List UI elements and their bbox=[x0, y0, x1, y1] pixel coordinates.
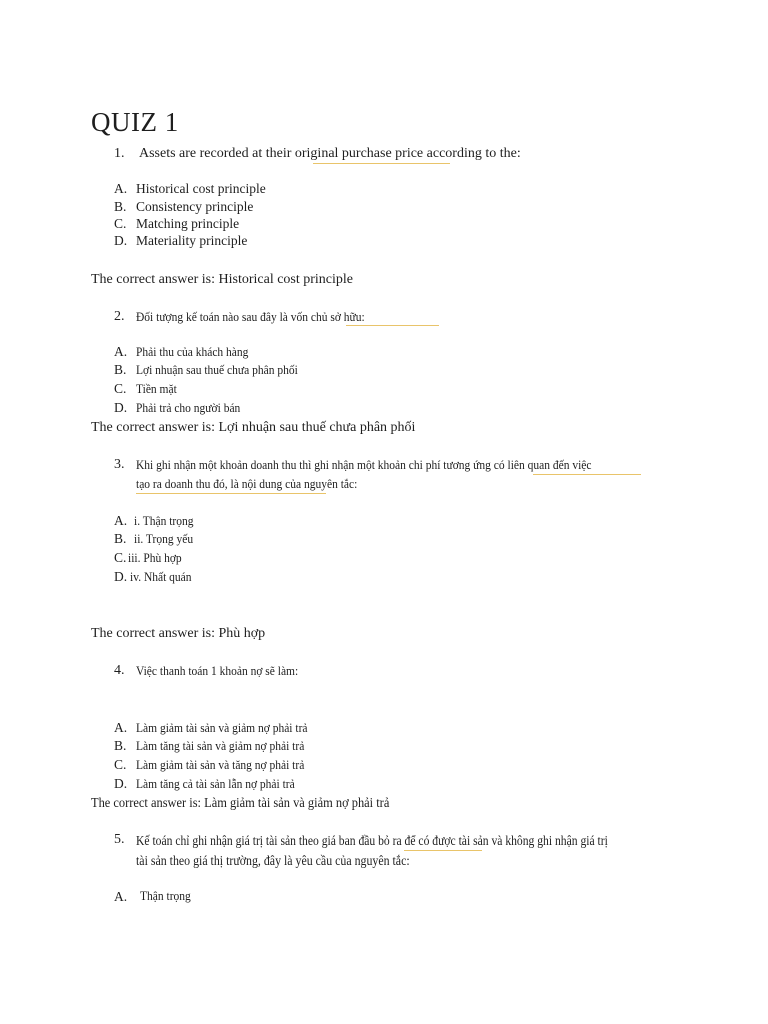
question-2-option-b-letter: B. bbox=[114, 362, 127, 377]
question-2-answer: The correct answer is: Lợi nhuận sau thuế chưa phân phối bbox=[91, 420, 416, 435]
question-1-text: Assets are recorded at their original purchase price according to the: bbox=[139, 146, 521, 161]
question-5-text-line-2: tài sản theo giá thị trường, đây là yêu cầu của nguyên tắc: bbox=[136, 853, 410, 868]
question-4-option-b-letter: B. bbox=[114, 738, 127, 753]
question-5-text-line-1: Kế toán chỉ ghi nhận giá trị tài sản theo giá ban đầu bỏ ra để có được tài sản và không ghi nhận giá trị bbox=[136, 833, 608, 848]
question-1-option-b-letter: B. bbox=[114, 199, 127, 214]
question-5-option-a: Thận trọng bbox=[140, 889, 191, 903]
question-1-option-a-letter: A. bbox=[114, 181, 128, 196]
question-2-option-d: Phải trả cho người bán bbox=[136, 401, 241, 415]
question-2-option-c-letter: C. bbox=[114, 381, 127, 396]
question-2-option-d-letter: D. bbox=[114, 400, 128, 415]
question-4-option-d-letter: D. bbox=[114, 776, 128, 791]
question-2-number: 2. bbox=[114, 309, 125, 324]
question-3-option-c-letter: C. bbox=[114, 550, 127, 565]
question-2-option-b: Lợi nhuận sau thuế chưa phân phối bbox=[136, 363, 298, 377]
page-title: QUIZ 1 bbox=[91, 107, 179, 137]
question-2-option-c: Tiền mặt bbox=[136, 382, 177, 396]
question-4-text: Việc thanh toán 1 khoản nợ sẽ làm: bbox=[136, 664, 299, 678]
question-3-number: 3. bbox=[114, 457, 125, 472]
question-4-option-c-letter: C. bbox=[114, 757, 127, 772]
question-3-answer: The correct answer is: Phù hợp bbox=[91, 626, 266, 641]
question-2-option-a: Phải thu của khách hàng bbox=[136, 345, 249, 359]
question-4-option-c: Làm giảm tài sản và tăng nợ phải trả bbox=[136, 758, 305, 772]
question-5-option-a-letter: A. bbox=[114, 889, 128, 904]
question-4-option-a-letter: A. bbox=[114, 720, 128, 735]
question-3-option-b-letter: B. bbox=[114, 531, 127, 546]
question-3-option-b: ii. Trọng yếu bbox=[134, 532, 194, 546]
question-3-option-c: iii. Phù hợp bbox=[128, 551, 182, 565]
question-4-answer: The correct answer is: Làm giảm tài sản và giảm nợ phải trả bbox=[91, 795, 390, 810]
question-3-option-d-letter: D. bbox=[114, 569, 128, 584]
question-5-number: 5. bbox=[114, 832, 125, 847]
question-1-option-c-letter: C. bbox=[114, 216, 127, 231]
question-1-option-d: Materiality principle bbox=[136, 233, 248, 248]
question-3-option-a-letter: A. bbox=[114, 513, 128, 528]
spellcheck-underline bbox=[346, 325, 439, 326]
question-3-option-d: iv. Nhất quán bbox=[130, 570, 192, 584]
question-2-text: Đối tượng kế toán nào sau đây là vốn chủ sở hữu: bbox=[136, 310, 365, 324]
question-3-text-line-2: tạo ra doanh thu đó, là nội dung của nguyên tắc: bbox=[136, 477, 358, 491]
question-1-number: 1. bbox=[114, 146, 125, 161]
question-3-text-line-1: Khi ghi nhận một khoản doanh thu thì ghi nhận một khoản chi phí tương ứng có liên quan đến việc bbox=[136, 458, 592, 472]
question-4-option-d: Làm tăng cả tài sản lẫn nợ phải trả bbox=[136, 777, 295, 791]
question-3-option-a: i. Thận trọng bbox=[134, 514, 194, 528]
spellcheck-underline bbox=[404, 850, 482, 851]
question-2-option-a-letter: A. bbox=[114, 344, 128, 359]
question-1-option-c: Matching principle bbox=[136, 216, 240, 231]
question-4-option-a: Làm giảm tài sản và giảm nợ phải trả bbox=[136, 721, 308, 735]
question-1-option-d-letter: D. bbox=[114, 233, 128, 248]
spellcheck-underline bbox=[313, 163, 450, 164]
question-1-option-b: Consistency principle bbox=[136, 199, 254, 214]
question-4-number: 4. bbox=[114, 663, 125, 678]
question-1-answer: The correct answer is: Historical cost principle bbox=[91, 272, 354, 287]
question-1-option-a: Historical cost principle bbox=[136, 181, 266, 196]
spellcheck-underline bbox=[136, 493, 326, 494]
spellcheck-underline bbox=[533, 474, 641, 475]
question-4-option-b: Làm tăng tài sản và giảm nợ phải trả bbox=[136, 739, 305, 753]
